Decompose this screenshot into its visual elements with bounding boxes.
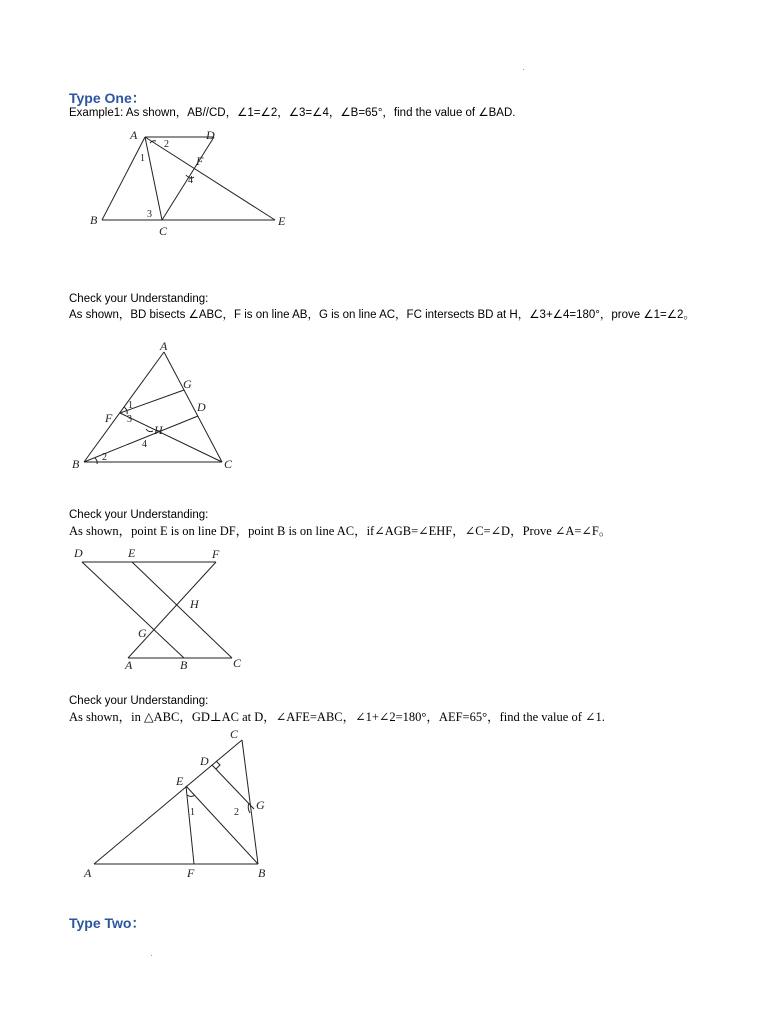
segment-EB: [186, 786, 258, 864]
label-G: G: [256, 798, 265, 812]
label-B: B: [90, 213, 98, 227]
segment-EC: [132, 562, 232, 658]
label-F: F: [105, 411, 113, 425]
label-H: H: [154, 423, 163, 437]
cyu3-heading: Check your Understanding:: [69, 695, 209, 707]
label-D: D: [200, 754, 209, 768]
label-angle-1: 1: [128, 400, 133, 411]
label-angle-4: 4: [142, 439, 147, 450]
label-G: G: [138, 626, 147, 640]
label-F: F: [196, 154, 204, 168]
example1-text: Example1: As shown，AB//CD，∠1=∠2，∠3=∠4，∠B=65°，find the value of ∠BAD.: [69, 107, 516, 119]
segment-DB: [82, 562, 184, 658]
angle-arc: [95, 458, 97, 464]
stray-mark: [523, 69, 524, 70]
label-E: E: [278, 214, 286, 228]
label-angle-1: 1: [140, 153, 145, 164]
label-angle-2: 2: [164, 139, 169, 150]
label-F: F: [212, 547, 220, 561]
cyu1-heading: Check your Understanding:: [69, 293, 209, 305]
cyu3-figure: [80, 725, 280, 885]
cyu3-text: As shown，in △ABC，GD⊥AC at D，∠AFE=ABC，∠1+∠2=180°，AEF=65°，find the value of ∠1.: [69, 710, 605, 724]
right-angle-mark: [216, 761, 220, 769]
label-angle-4: 4: [188, 175, 193, 186]
cyu2-heading: Check your Understanding:: [69, 509, 209, 521]
cyu2-text: As shown，point E is on line DF，point B is on line AC，if∠AGB=∠EHF，∠C=∠D，Prove ∠A=∠F。: [69, 524, 612, 538]
label-C: C: [230, 727, 239, 741]
label-angle-3: 3: [147, 209, 152, 220]
angle-arc: [187, 795, 195, 797]
label-C: C: [159, 224, 168, 238]
segment-AC: [145, 137, 162, 220]
cyu1-figure: [70, 340, 245, 475]
label-E: E: [176, 774, 184, 788]
label-G: G: [183, 377, 192, 391]
label-D: D: [74, 546, 83, 560]
segment-AC: [94, 740, 242, 864]
label-A: A: [125, 658, 133, 672]
segment-AB: [102, 137, 145, 220]
label-B: B: [72, 457, 80, 471]
label-A: A: [130, 128, 138, 142]
label-B: B: [258, 866, 266, 880]
section-heading-type-two: Type Two：: [69, 915, 146, 931]
angle-arc: [146, 429, 153, 432]
segment-EF: [186, 786, 194, 864]
label-A: A: [160, 339, 168, 353]
label-E: E: [128, 546, 136, 560]
section-heading-type-one: Type One：: [69, 90, 146, 106]
label-D: D: [197, 400, 206, 414]
label-angle-2: 2: [102, 452, 107, 463]
segment-FA: [128, 562, 216, 658]
segment-FC: [120, 413, 222, 462]
label-angle-3: 3: [127, 414, 132, 425]
label-H: H: [190, 597, 199, 611]
label-C: C: [224, 457, 233, 471]
label-C: C: [233, 656, 242, 670]
stray-mark: [151, 955, 152, 956]
label-B: B: [180, 658, 188, 672]
cyu1-text: As shown，BD bisects ∠ABC，F is on line AB，G is on line AC，FC intersects BD at H，∠3+∠4=180°，prove ∠1=∠2。: [69, 309, 695, 321]
label-F: F: [187, 866, 195, 880]
cyu2-figure: [70, 545, 255, 675]
label-A: A: [84, 866, 92, 880]
label-D: D: [206, 128, 215, 142]
example1-figure: [80, 125, 300, 240]
label-angle-2: 2: [234, 807, 239, 818]
segment-AC: [164, 352, 222, 462]
label-angle-1: 1: [190, 807, 195, 818]
